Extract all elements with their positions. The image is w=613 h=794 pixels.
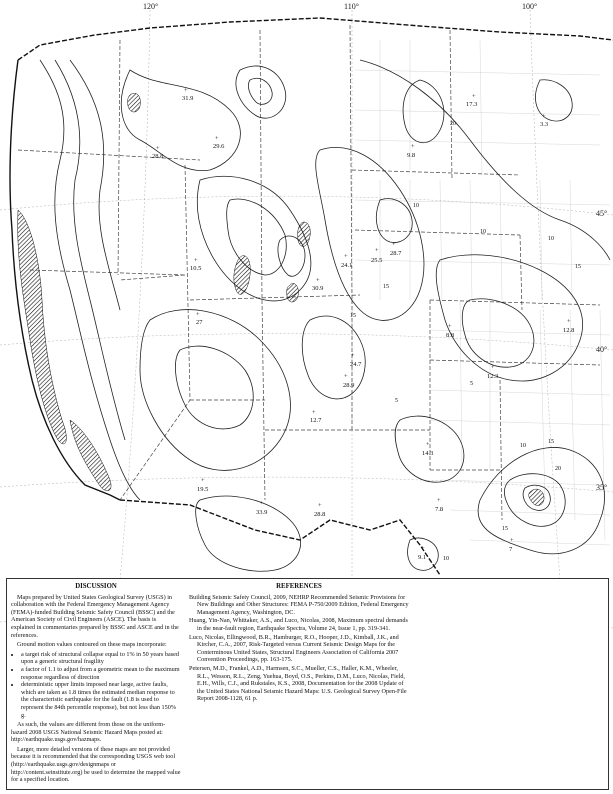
point-value: 29.6: [213, 143, 225, 150]
svg-text:+: +: [426, 441, 430, 448]
point-value: 28.9: [343, 382, 355, 389]
point-marker: [435, 497, 443, 513]
point-marker: [446, 323, 454, 339]
point-marker: [371, 247, 382, 264]
lat-label: 40°: [596, 345, 608, 354]
contour-value: 10: [443, 556, 449, 562]
contour-value: 15: [548, 439, 554, 445]
contour-value: 5: [395, 398, 398, 404]
reference-item: Huang, Yin-Nan, Whittaker, A.S., and Luco, Nicolas, 2008, Maximum spectral demands in the near-fault region, Earthquake Spectra, Volume 24, Issue 1, pp. 319-341.: [189, 617, 408, 632]
point-marker: [196, 311, 203, 326]
contour-value: 5: [470, 381, 473, 387]
point-value: 33.9: [256, 509, 268, 516]
point-value: 3.3: [540, 121, 549, 128]
point-marker: [310, 409, 322, 424]
discussion-paragraph: Ground motion values contoured on these maps incorporate:: [17, 641, 167, 649]
svg-text:+: +: [156, 145, 160, 152]
point-value: 24.7: [350, 361, 362, 368]
svg-text:+: +: [472, 93, 476, 100]
svg-text:+: +: [344, 373, 348, 380]
svg-text:+: +: [542, 113, 546, 120]
discussion-section: [11, 583, 181, 786]
svg-text:+: +: [260, 500, 264, 507]
point-value: 28.8: [314, 511, 326, 518]
contour-value: 15: [350, 313, 356, 319]
lon-label: 120°: [143, 2, 159, 11]
point-value: 8.8: [446, 332, 455, 339]
svg-text:+: +: [351, 352, 355, 359]
point-marker: [341, 253, 352, 269]
point-marker: [390, 241, 402, 257]
longitude-labels: [143, 2, 537, 11]
svg-text:+: +: [312, 409, 316, 416]
point-marker: [213, 135, 225, 150]
point-value: 14.3: [422, 450, 434, 457]
svg-text:+: +: [318, 502, 322, 509]
svg-text:+: +: [491, 364, 495, 371]
latitude-labels: [596, 209, 607, 628]
discussion-paragraph: Maps prepared by United States Geological Survey (USGS) in collaboration with the Federal Emergency Management Agency (FEMA)-funded Building Seismic Safety Council (BSSC) and the American Society of Civil Engineers (ASCE). The basis is explained in commentaries prepared by BSSC and ASCE and in the references.: [11, 593, 179, 639]
point-marker: [190, 257, 201, 272]
point-value: 27: [196, 319, 203, 326]
discussion-title: DISCUSSION: [75, 583, 117, 590]
contour-value: 15: [502, 526, 508, 532]
lat-label: 45°: [596, 209, 608, 218]
svg-text:+: +: [215, 135, 219, 142]
discussion-bullets: [11, 651, 181, 719]
svg-text:+: +: [448, 323, 452, 330]
hazard-contours: [40, 60, 610, 571]
svg-text:+: +: [196, 311, 200, 318]
point-value: 31.9: [182, 95, 194, 102]
point-marker: [256, 500, 267, 516]
svg-text:+: +: [421, 545, 425, 552]
state-boundaries: [18, 25, 600, 520]
contour-value: 10: [413, 203, 419, 209]
svg-text:+: +: [194, 257, 198, 264]
svg-text:+: +: [201, 477, 205, 484]
contour-value: 20: [450, 121, 456, 127]
lon-label: 110°: [344, 2, 359, 11]
point-value: 10.5: [190, 265, 202, 272]
svg-text:+: +: [567, 318, 571, 325]
svg-text:+: +: [392, 241, 396, 248]
county-lines: [355, 40, 610, 545]
contour-value: 10: [520, 443, 526, 449]
point-marker: [466, 93, 477, 108]
point-marker: [563, 318, 574, 334]
lon-label: 100°: [522, 2, 538, 11]
point-value: 9.1: [418, 554, 427, 561]
notes-panel: [6, 578, 609, 790]
point-value: 30.9: [312, 285, 324, 292]
svg-text:+: +: [344, 253, 348, 260]
discussion-bullet: • a factor of 1.1 to adjust from a geometric mean to the maximum response regardless of direction: [21, 666, 181, 681]
point-value: 9.8: [407, 152, 416, 159]
point-value: 12.7: [310, 417, 322, 424]
svg-text:+: +: [316, 277, 320, 284]
point-marker: [312, 277, 323, 292]
point-value: 12.8: [563, 327, 575, 334]
lat-label: 35°: [596, 483, 608, 492]
svg-text:+: +: [184, 87, 188, 94]
point-marker: [343, 373, 354, 389]
point-marker: [152, 145, 163, 160]
reference-item: Petersen, M.D., Frankel, A.D., Harmsen, S.C., Mueller, C.S., Haller, K.M., Wheeler, R.L., Wesson, R.L., Zeng, Yuehua, Boyd, O.S., Perkins, D.M., Luco, Nicolas, Field, E.H., Wills, C.J., and Rukstales, K.S., 2008, Documentation for the 2008 Update of the United States National Seismic Hazard Maps: U.S. Geological Survey Open-File Report 2008-1128, 61 p.: [189, 664, 407, 703]
contour-value: 15: [575, 264, 581, 270]
reference-item: Luco, Nicolas, Ellingwood, B.R., Hamburger, R.O., Hooper, J.D., Kimball, J.K., and Kircher, C.A., 2007, Risk-Targeted versus Current Seismic Design Maps for the Conterminous United States, Structural Engineers Association of California 2007 Convention Proceedings, pp. 163-175.: [189, 633, 399, 664]
high-hazard-areas: [18, 93, 544, 505]
point-value: 28.8: [152, 153, 164, 160]
point-value: 24.1: [341, 262, 353, 269]
svg-text:+: +: [411, 143, 415, 150]
point-marker: [407, 143, 415, 159]
point-value: 17.3: [466, 101, 478, 108]
point-marker: [197, 477, 208, 493]
point-value: 28.7: [390, 250, 402, 257]
point-value: 19.5: [197, 486, 209, 493]
point-marker: [509, 537, 514, 553]
discussion-paragraph: Larger, more detailed versions of these maps are not provided because it is recommended that the corresponding USGS web tool (http://earthquake.usgs.gov/designmaps or http://content.seinstitute.org) be used to determine the mapped value for a specified location.: [11, 745, 181, 784]
contour-value: 10: [548, 236, 554, 242]
discussion-bullet: • a target risk of structural collapse equal to 1% in 50 years based upon a generic structural fragility: [21, 651, 181, 666]
contour-value: 20: [555, 466, 561, 472]
point-values: [152, 87, 578, 621]
references-title: REFERENCES: [276, 583, 322, 590]
contour-value: 10: [480, 229, 486, 235]
point-marker: [314, 502, 325, 518]
discussion-paragraph: As such, the values are different from those on the uniform-hazard 2008 USGS National Seismic Hazard Maps posted at: http://earthquake.usgs.gov/hazmaps.: [11, 721, 166, 744]
discussion-bullet: • deterministic upper limits imposed near large, active faults, which are taken as 1.8 times the estimated median response to the characteristic earthquake for the fault (1.8 is used to represent the 84th percentile response), but not less than 150% g.: [21, 681, 181, 719]
svg-text:+: +: [510, 537, 514, 544]
point-value: 7: [509, 546, 513, 553]
reference-item: Building Seismic Safety Council, 2009, NEHRP Recommended Seismic Provisions for New Buildings and Other Structures: FEMA P-750/2009 Edition, Federal Emergency Management Agency, Washington, DC.: [189, 593, 409, 616]
contour-values: [350, 121, 581, 562]
point-value: 7.8: [435, 506, 444, 513]
references-section: [189, 583, 409, 704]
svg-text:+: +: [375, 247, 379, 254]
point-marker: [422, 441, 433, 457]
svg-text:+: +: [437, 497, 441, 504]
point-value: 12.3: [487, 373, 499, 380]
point-value: 25.5: [371, 257, 383, 264]
point-marker: [540, 113, 548, 128]
contour-value: 15: [383, 284, 389, 290]
